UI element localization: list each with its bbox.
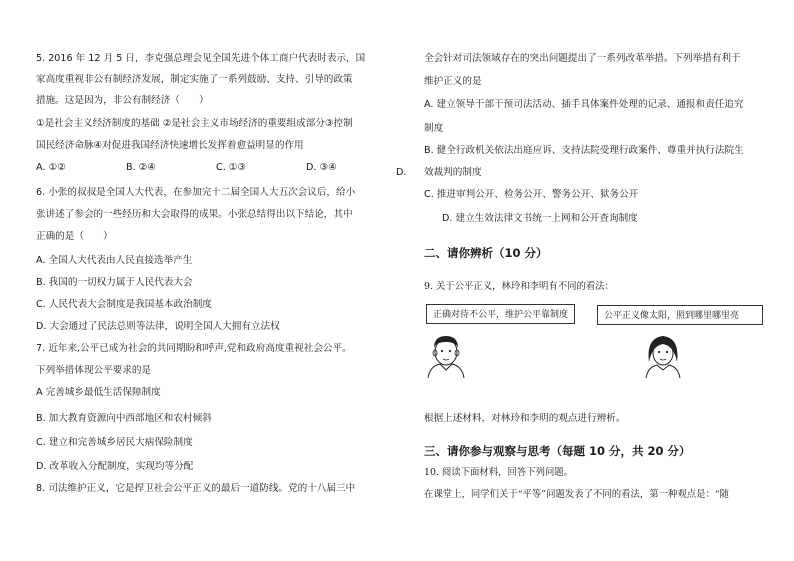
question-6-stem-line: 6. 小张的叔叔是全国人大代表，在参加完十二届全国人大五次会议后，给小 <box>36 187 356 198</box>
question-5-option-d: D. ③④ <box>306 162 337 173</box>
question-5-stem-line: 措施。这是因为，非公有制经济（ ） <box>36 95 209 106</box>
question-5-stem-line: 家高度重视非公有制经济发展，制定实施了一系列鼓励、支持、引导的政策 <box>36 74 353 85</box>
question-9-prompt: 根据上述材料，对林玲和李明的观点进行辨析。 <box>424 413 626 424</box>
question-7-option-c: C. 建立和完善城乡居民大病保险制度 <box>36 437 193 448</box>
question-6-option-a: A. 全国人大代表由人民直接选举产生 <box>36 255 193 266</box>
girl-figure-icon <box>640 332 686 378</box>
question-8-option-b-cont: 效裁判的制度 <box>424 167 482 178</box>
question-8-option-a: A. 建立领导干部干预司法活动、插手具体案件处理的记录、通报和责任追究 <box>424 99 744 110</box>
question-8-stem-line: 维护正义的是 <box>424 76 482 87</box>
question-6-option-d: D. 大会通过了民法总则等法律，说明全国人大拥有立法权 <box>36 321 280 332</box>
question-6-stem-line: 张讲述了参会的一些经历和大会取得的成果。小张总结得出以下结论，其中 <box>36 209 353 220</box>
question-7-stem-line: 7. 近年来,公平已成为社会的共同期盼和呼声,党和政府高度重视社会公平。 <box>36 343 352 354</box>
question-8-option-b: B. 健全行政机关依法出庭应诉、支持法院受理行政案件、尊重并执行法院生 <box>424 145 744 156</box>
question-10-intro: 10. 阅读下面材料，回答下列问题。 <box>424 467 574 478</box>
question-6-stem-line: 正确的是（ ） <box>36 231 113 242</box>
question-8-stem-line: 全会针对司法领域存在的突出问题提出了一系列改革举措。下列举措有利于 <box>424 53 741 64</box>
question-7-option-a: A 完善城乡最低生活保障制度 <box>36 387 161 398</box>
question-5-statement-line: ①是社会主义经济制度的基础 ②是社会主义市场经济的重要组成部分③控制 <box>36 118 353 129</box>
speech-bubble-right: 公平正义像太阳，照到哪里哪里亮 <box>597 305 763 325</box>
question-8-option-prefix: D. <box>396 167 407 178</box>
question-5-option-b: B. ②④ <box>126 162 156 173</box>
speech-bubble-left: 正确对待不公平，维护公平靠制度 <box>426 304 575 324</box>
question-5-statement-line: 国民经济命脉④对促进我国经济快速增长发挥着愈益明显的作用 <box>36 140 304 151</box>
question-6-option-b: B. 我国的一切权力属于人民代表大会 <box>36 277 193 288</box>
question-5-option-c: C. ①③ <box>216 162 246 173</box>
question-7-stem-line: 下列举措体现公平要求的是 <box>36 365 152 376</box>
question-8-option-d: D. 建立生效法律文书统一上网和公开查询制度 <box>442 213 638 224</box>
question-8-option-c: C. 推进审判公开、检务公开、警务公开、狱务公开 <box>424 189 639 200</box>
question-7-option-b: B. 加大教育资源向中西部地区和农村倾斜 <box>36 413 212 424</box>
section-3-heading: 三、请你参与观察与思考（每题 10 分，共 20 分） <box>424 444 691 458</box>
question-10-material: 在课堂上，同学们关于“平等”问题发表了不同的看法，第一种观点是：“随 <box>424 489 730 500</box>
question-5-option-a: A. ①② <box>36 162 66 173</box>
boy-figure-icon <box>424 332 468 378</box>
section-2-heading: 二、请你辨析（10 分） <box>424 246 548 260</box>
question-9-intro: 9. 关于公平正义，林玲和李明有不同的看法： <box>424 281 615 292</box>
question-8-stem-line: 8. 司法维护正义，它是捍卫社会公平正义的最后一道防线。党的十八届三中 <box>36 483 356 494</box>
question-8-option-a-cont: 制度 <box>424 123 444 134</box>
question-7-option-d: D. 改革收入分配制度，实现均等分配 <box>36 461 194 472</box>
question-6-option-c: C. 人民代表大会制度是我国基本政治制度 <box>36 299 212 310</box>
question-5-stem-line: 5. 2016 年 12 月 5 日，李克强总理会见全国先进个体工商户代表时表示，国 <box>36 53 366 64</box>
